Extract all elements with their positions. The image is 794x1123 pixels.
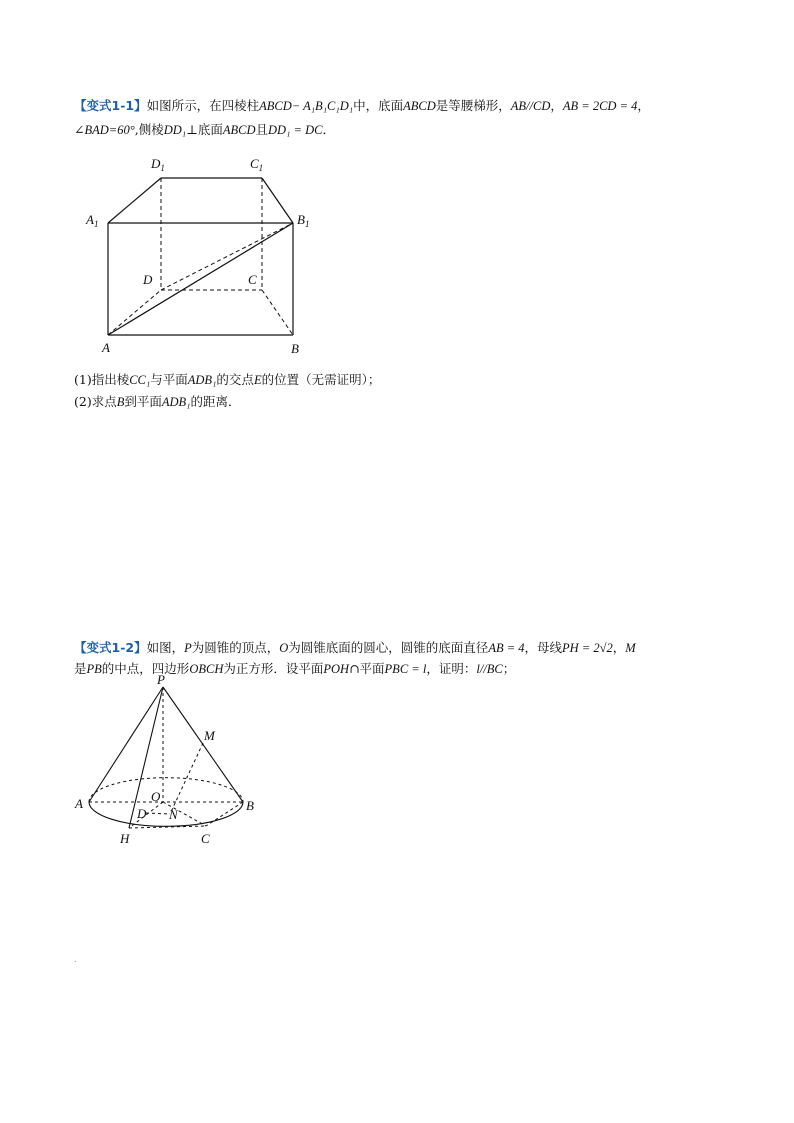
label-P: P	[157, 672, 165, 687]
edge-A-B1	[108, 223, 293, 335]
edge-C-B	[262, 290, 293, 335]
base-back-arc	[89, 778, 243, 802]
label-N: N	[169, 807, 178, 822]
label-C1: $C_1$	[250, 156, 264, 173]
label-D: D	[137, 806, 147, 821]
problem2-line2: 是PB的中点，四边形OBCH为正方形．设平面POH∩平面PBC = l，证明：l//BC；	[74, 661, 516, 676]
label-A: A	[75, 796, 83, 811]
label-B: B	[246, 798, 254, 813]
label-C: C	[248, 272, 257, 287]
label-A: A	[102, 340, 110, 355]
edge-A1-D1	[108, 178, 161, 223]
prism-figure	[70, 145, 330, 365]
label-B: B	[291, 341, 299, 356]
problem1-line1: 【变式1-1】如图所示，在四棱柱ABCD− A₁B₁C₁D₁中，底面ABCD是等腰梯形，AB//CD，AB = 2CD = 4，	[74, 98, 650, 113]
problem2-tag: 【变式1-2】	[74, 640, 147, 655]
label-O: O	[151, 789, 161, 804]
problem2-line1: 【变式1-2】如图，P为圆锥的顶点，O为圆锥底面的圆心，圆锥的底面直径AB = 4，母线PH = 2√2，M	[74, 640, 636, 655]
label-D1: $D_1$	[151, 156, 165, 173]
segment-DN	[146, 813, 170, 814]
label-C: C	[201, 831, 210, 846]
generatrix-PA	[89, 687, 163, 802]
label-D: D	[143, 272, 153, 287]
label-H: H	[120, 831, 130, 846]
label-M: M	[204, 728, 215, 743]
cone-figure	[70, 672, 270, 850]
problem1-line2: ∠BAD=60°,侧棱DD₁⊥底面ABCD且DD₁ = DC．	[74, 122, 335, 137]
edge-C1-B1	[262, 178, 293, 223]
segment-MN	[170, 743, 203, 814]
edge-D-B1	[161, 223, 293, 290]
problem1-tag: 【变式1-1】	[74, 98, 147, 113]
edge-A-D	[108, 290, 161, 335]
footer-mark: .	[74, 955, 77, 964]
segment-BC	[206, 802, 243, 826]
problem1-question1: (1)指出棱CC₁与平面ADB₁的交点E的位置（无需证明）；	[74, 372, 381, 387]
problem1-question2: (2)求点B到平面ADB₁的距离．	[74, 394, 241, 409]
generatrix-PB	[163, 687, 243, 802]
label-B1: $B_1$	[297, 212, 310, 229]
label-A1: $A_1$	[86, 212, 99, 229]
